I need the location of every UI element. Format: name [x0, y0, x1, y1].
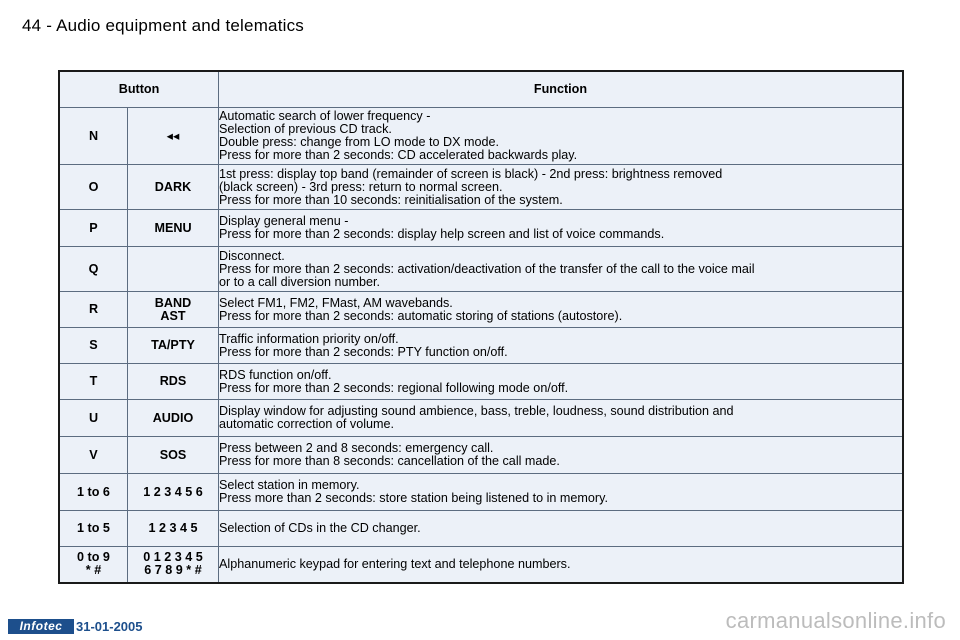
- function-line: Selection of previous CD track.: [219, 122, 392, 136]
- function-line: Press for more than 2 seconds: display help screen and list of voice commands.: [219, 227, 665, 241]
- table-row: [59, 210, 903, 247]
- row-key: N: [59, 108, 128, 165]
- row-button-label: DARK: [128, 165, 219, 210]
- button-function-table: [58, 70, 904, 584]
- row-key: V: [59, 437, 128, 474]
- row-function: [219, 292, 904, 328]
- row-key: Q: [59, 247, 128, 292]
- row-function: [219, 437, 904, 474]
- function-line: Alphanumeric keypad for entering text and telephone numbers.: [219, 556, 571, 571]
- table-row: [59, 364, 903, 400]
- table-row: [59, 400, 903, 437]
- function-line: Select FM1, FM2, FMast, AM wavebands.: [219, 295, 453, 310]
- row-key: T: [59, 364, 128, 400]
- infotec-logo: Infotec: [8, 619, 74, 634]
- row-function: [219, 400, 904, 437]
- function-line: Display general menu -: [219, 214, 349, 228]
- function-line: Double press: change from LO mode to DX mode.: [219, 135, 500, 149]
- row-button-label: 0 1 2 3 4 5 6 7 8 9 * #: [128, 547, 219, 583]
- function-line: Select station in memory.: [219, 478, 360, 492]
- function-line: (black screen) - 3rd press: return to normal screen.: [219, 179, 503, 194]
- column-header-function: Function: [219, 71, 904, 108]
- row-function: [219, 210, 904, 247]
- row-function: [219, 247, 904, 292]
- row-function: [219, 474, 904, 511]
- function-line: Selection of CDs in the CD changer.: [219, 521, 421, 535]
- row-key: O: [59, 165, 128, 210]
- function-line: Automatic search of lower frequency -: [219, 109, 431, 123]
- function-line: Press for more than 8 seconds: cancellation of the call made.: [219, 454, 560, 468]
- function-line: Traffic information priority on/off.: [219, 331, 399, 346]
- function-line: Press more than 2 seconds: store station being listened to in memory.: [219, 491, 608, 505]
- function-line: Press between 2 and 8 seconds: emergency call.: [219, 441, 494, 455]
- function-line: 1st press: display top band (remainder of screen is black) - 2nd press: brightness removed: [219, 166, 723, 181]
- row-key: 1 to 6: [59, 474, 128, 511]
- function-line: RDS function on/off.: [219, 367, 332, 382]
- table-row: [59, 547, 903, 583]
- function-line: Display window for adjusting sound ambience, bass, treble, loudness, sound distribution and: [219, 404, 734, 418]
- row-button-label: MENU: [128, 210, 219, 247]
- row-button-label: TA/PTY: [128, 328, 219, 364]
- row-key: 0 to 9 * #: [59, 547, 128, 583]
- row-button-label: BAND AST: [128, 292, 219, 328]
- table-row: [59, 108, 903, 165]
- row-key: U: [59, 400, 128, 437]
- row-function: [219, 165, 904, 210]
- row-button-label: [128, 247, 219, 292]
- row-function: [219, 511, 904, 547]
- table-body: [59, 108, 903, 583]
- row-function: [219, 547, 904, 583]
- function-line: Disconnect.: [219, 248, 285, 263]
- function-line: Press for more than 2 seconds: CD accelerated backwards play.: [219, 148, 578, 162]
- table-row: [59, 292, 903, 328]
- function-line: Press for more than 2 seconds: regional following mode on/off.: [219, 380, 569, 395]
- row-button-label: 1 2 3 4 5: [128, 511, 219, 547]
- function-line: or to a call diversion number.: [219, 274, 381, 289]
- table-row: [59, 165, 903, 210]
- function-line: Press for more than 2 seconds: activation/deactivation of the transfer of the call to the voice mail: [219, 261, 755, 276]
- table-row: [59, 474, 903, 511]
- row-function: [219, 328, 904, 364]
- watermark: carmanualsonline.info: [725, 608, 946, 633]
- row-button-label: SOS: [128, 437, 219, 474]
- function-line: Press for more than 2 seconds: automatic storing of stations (autostore).: [219, 308, 623, 323]
- row-button-label: ◂◂: [128, 108, 219, 165]
- table-row: [59, 437, 903, 474]
- row-button-label: AUDIO: [128, 400, 219, 437]
- row-button-label: 1 2 3 4 5 6: [128, 474, 219, 511]
- function-line: Press for more than 2 seconds: PTY function on/off.: [219, 344, 508, 359]
- row-key: R: [59, 292, 128, 328]
- function-line: Press for more than 10 seconds: reinitialisation of the system.: [219, 192, 563, 207]
- row-key: 1 to 5: [59, 511, 128, 547]
- table-header-row: [59, 71, 903, 108]
- row-button-label: RDS: [128, 364, 219, 400]
- table-row: [59, 247, 903, 292]
- row-function: [219, 108, 904, 165]
- function-line: automatic correction of volume.: [219, 417, 394, 431]
- row-function: [219, 364, 904, 400]
- footer-date: 31-01-2005: [76, 619, 143, 634]
- row-key: S: [59, 328, 128, 364]
- column-header-button: Button: [59, 71, 219, 108]
- table-row: [59, 328, 903, 364]
- table-row: [59, 511, 903, 547]
- page-header: 44 - Audio equipment and telematics: [22, 16, 305, 35]
- row-key: P: [59, 210, 128, 247]
